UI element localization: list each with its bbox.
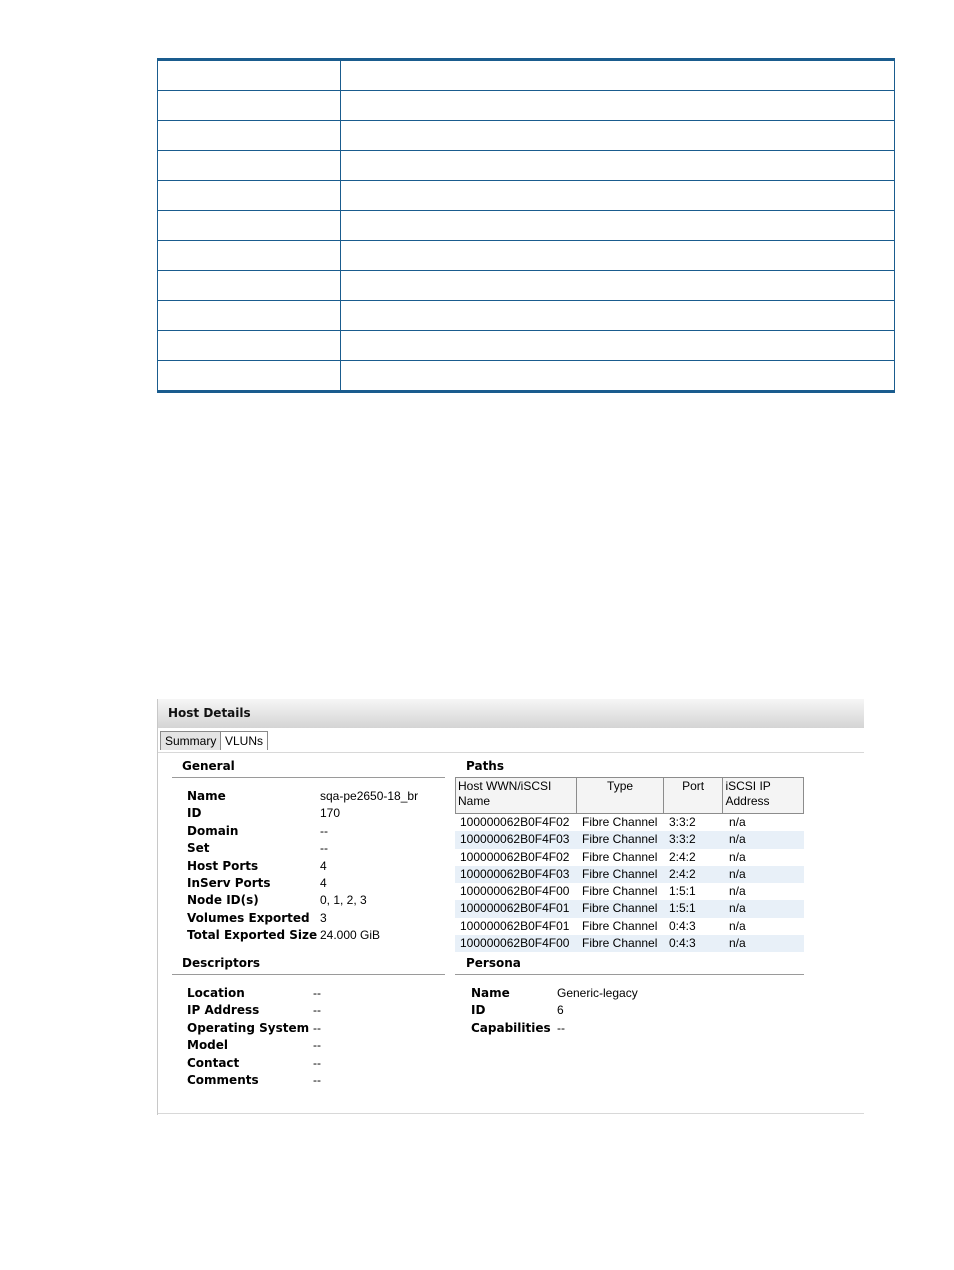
cell-iscsi-ip: n/a [729, 901, 746, 916]
cell-wwn: 100000062B0F4F01 [460, 918, 570, 933]
field-row [187, 788, 418, 805]
field-value: 24.000 GiB [320, 928, 381, 943]
field-row [187, 1055, 321, 1072]
table-row [158, 361, 895, 392]
field-row [187, 805, 418, 822]
cell-type: Fibre Channel [582, 815, 658, 829]
field-label: Node ID(s) [187, 893, 259, 908]
field-label: Contact [187, 1055, 240, 1070]
document-table [157, 58, 895, 393]
field-label: Capabilities [471, 1020, 551, 1035]
cell-iscsi-ip: n/a [729, 815, 746, 829]
cell-wwn: 100000062B0F4F02 [460, 815, 570, 829]
cell-type: Fibre Channel [582, 849, 658, 864]
field-value: -- [557, 1020, 565, 1035]
cell-port: 1:5:1 [669, 901, 696, 916]
field-label: Domain [187, 823, 239, 838]
paths-header-row [455, 777, 804, 814]
cell-iscsi-ip: n/a [729, 866, 746, 881]
field-row [187, 892, 418, 909]
field-label: Model [187, 1038, 229, 1053]
general-fields [187, 788, 418, 945]
table-row [158, 121, 895, 151]
descriptors-fields [187, 985, 321, 1089]
cell-iscsi-ip: n/a [729, 849, 746, 864]
cell-type: Fibre Channel [582, 918, 658, 933]
field-label: ID [471, 1003, 486, 1018]
field-row [187, 1037, 321, 1054]
cell-port: 2:4:2 [669, 866, 696, 881]
cell-iscsi-ip: n/a [729, 918, 746, 933]
field-label: Name [187, 789, 226, 803]
persona-section-title: Persona [466, 956, 521, 970]
paths-body [455, 814, 804, 952]
cell-port: 0:4:3 [669, 936, 696, 951]
cell-port: 1:5:1 [669, 884, 696, 899]
column-header-type[interactable]: Type [577, 778, 664, 813]
tab-summary[interactable]: Summary [160, 731, 221, 750]
field-value: 0, 1, 2, 3 [320, 893, 367, 908]
table-row [158, 271, 895, 301]
cell-type: Fibre Channel [582, 936, 658, 951]
table-row[interactable] [455, 849, 804, 866]
table-row[interactable] [455, 900, 804, 917]
cell-port: 2:4:2 [669, 849, 696, 864]
cell-type: Fibre Channel [582, 884, 658, 899]
field-value: 4 [320, 858, 327, 873]
field-label: Volumes Exported [187, 910, 310, 925]
field-row [471, 1002, 638, 1019]
field-label: Host Ports [187, 858, 259, 873]
field-label: IP Address [187, 1003, 260, 1018]
field-value: -- [313, 1003, 321, 1018]
cell-wwn: 100000062B0F4F02 [460, 849, 570, 864]
table-row[interactable] [455, 918, 804, 935]
field-label: ID [187, 806, 202, 821]
field-label: Total Exported Size [187, 928, 318, 943]
field-value: 170 [320, 806, 341, 821]
host-details-window [157, 699, 864, 1115]
field-label: Location [187, 986, 245, 1000]
paths-section-title: Paths [466, 759, 504, 773]
column-header-iscsi-ip[interactable]: iSCSI IP Address [725, 779, 771, 808]
table-row [158, 181, 895, 211]
column-header-wwn[interactable]: Host WWN/iSCSI Name [456, 778, 577, 813]
table-row [158, 211, 895, 241]
table-row[interactable] [455, 866, 804, 883]
cell-type: Fibre Channel [582, 866, 658, 881]
paths-table [455, 777, 804, 952]
table-row[interactable] [455, 831, 804, 848]
tab-vluns[interactable]: VLUNs [220, 731, 268, 750]
field-value: -- [320, 823, 328, 838]
field-label: Operating System [187, 1020, 310, 1035]
field-row [187, 1002, 321, 1019]
cell-iscsi-ip: n/a [729, 936, 746, 951]
cell-wwn: 100000062B0F4F00 [460, 884, 570, 899]
field-label: Name [471, 986, 510, 1000]
table-row [158, 91, 895, 121]
cell-port: 3:3:2 [669, 832, 696, 847]
field-label: Set [187, 841, 210, 856]
field-value: Generic-legacy [557, 986, 638, 1000]
cell-iscsi-ip: n/a [729, 832, 746, 847]
tab-divider [158, 752, 864, 753]
window-title: Host Details [158, 699, 864, 728]
field-row [187, 875, 418, 892]
table-row[interactable] [455, 883, 804, 900]
cell-type: Fibre Channel [582, 832, 658, 847]
cell-port: 3:3:2 [669, 815, 696, 829]
panel-bottom-border [158, 1113, 864, 1114]
field-value: -- [313, 1020, 321, 1035]
field-value: 4 [320, 875, 327, 890]
field-row [187, 858, 418, 875]
field-row [187, 1020, 321, 1037]
cell-wwn: 100000062B0F4F03 [460, 866, 570, 881]
table-row[interactable] [455, 814, 804, 831]
field-row [187, 927, 418, 944]
column-header-port[interactable]: Port [664, 778, 724, 813]
field-label: Comments [187, 1072, 259, 1087]
table-row [158, 241, 895, 271]
field-value: 6 [557, 1003, 564, 1018]
field-value: -- [313, 1038, 321, 1053]
cell-type: Fibre Channel [582, 901, 658, 916]
field-row [471, 1020, 638, 1037]
persona-divider [455, 974, 804, 975]
general-divider [172, 777, 445, 778]
field-row [187, 1072, 321, 1089]
field-row [187, 910, 418, 927]
descriptors-section-title: Descriptors [182, 956, 261, 970]
field-row [187, 840, 418, 857]
persona-fields [471, 985, 638, 1037]
field-value: -- [313, 1072, 321, 1087]
field-value: -- [313, 1055, 321, 1070]
table-row [158, 151, 895, 181]
descriptors-divider [172, 974, 445, 975]
table-row [158, 331, 895, 361]
cell-wwn: 100000062B0F4F00 [460, 936, 570, 951]
table-row [158, 60, 895, 91]
cell-iscsi-ip: n/a [729, 884, 746, 899]
field-value: 3 [320, 910, 327, 925]
field-row [187, 823, 418, 840]
cell-port: 0:4:3 [669, 918, 696, 933]
table-row [158, 301, 895, 331]
field-row [471, 985, 638, 1002]
general-section-title: General [182, 759, 235, 773]
field-row [187, 985, 321, 1002]
table-row[interactable] [455, 935, 804, 952]
field-label: InServ Ports [187, 875, 271, 890]
cell-wwn: 100000062B0F4F03 [460, 832, 570, 847]
field-value: -- [313, 986, 321, 1000]
field-value: -- [320, 841, 328, 856]
field-value: sqa-pe2650-18_br [320, 789, 419, 803]
cell-wwn: 100000062B0F4F01 [460, 901, 570, 916]
